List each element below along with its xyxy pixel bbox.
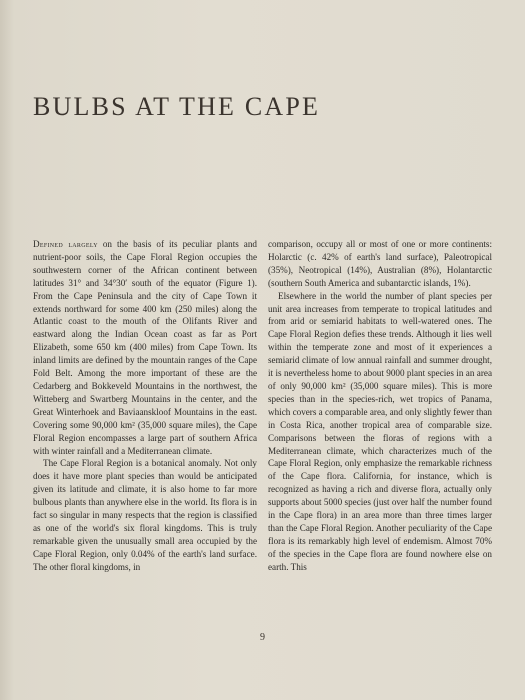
page-number: 9 [260,632,265,643]
paragraph: The Cape Floral Region is a botanical anomaly. Not only does it have more plant species than would be anticipated given its latitude and climate, it is also home to far more bulbous plants than anywhere else in the world. Its flora is in fact so singular in many respects that the region is classified as one of the world's six floral kingdoms. This is truly remarkable given the unusually small area occupied by the Cape Floral Region, only 0.04% of the earth's land surface. The other floral kingdoms, in [33,458,257,572]
paragraph: comparison, occupy all or most of one or more continents: Holarctic (c. 42% of earth's land surface), Paleotropical (35%), Neotropical (14%), Australian (8%), Holantarctic (southern South America and subantarctic islands, 1%). [268,239,492,288]
paragraph: Elsewhere in the world the number of plant species per unit area increases from temperate to tropical latitudes and from arid or semiarid habitats to well-watered ones. The Cape Floral Region defies these trends. Although it lies well within the temperate zone and most of it experiences a semiarid climate of low annual rainfall and summer drought, it is nevertheless home to about 9000 plant species in an area of only 90,000 km² (35,000 square miles). This is more species than in the species-rich, wet tropics of Panama, which covers a comparable area, and only slightly fewer than in Costa Rica, another tropical area of comparable size. Comparisons between the floras of regions with a Mediterranean climate, which characterizes much of the Cape Floral Region, only emphasize the remarkable richness of the Cape flora. California, for instance, which is recognized as having a rich and diverse flora, actually only supports about 5000 species (just over half the number found in the Cape flora) in an area more than three times larger than the Cape Floral Region. Another peculiarity of the Cape flora is its remarkably high level of endemism. Almost 70% of the species in the Cape flora are found nowhere else on earth. This [268,290,492,572]
chapter-title: BULBS AT THE CAPE [33,92,321,121]
left-column [33,238,257,574]
paragraph-text: on the basis of its peculiar plants and nutrient-poor soils, the Cape Floral Region occupies the southwestern corner of the African continent between latitudes 31° and 34°30′ south of the equator (Figure 1). From the Cape Peninsula and the city of Cape Town it extends northward for some 400 km (250 miles) along the Atlantic coast to the mouth of the Olifants River and eastward along the Indian Ocean coast as far as Port Elizabeth, some 650 km (400 miles) from Cape Town. Its inland limits are defined by the mountain ranges of the Cape Fold Belt. Among the more important of these are the Cedarberg and Bokkeveld Mountains in the northwest, the Witteberg and Swartberg Mountains in the center, and the Great Winterhoek and Baviaanskloof Mountains in the east. Covering some 90,000 km² (35,000 square miles), the Cape Floral Region encompasses a large part of southern Africa with winter rainfall and a Mediterranean climate. [33,239,257,456]
right-column [268,238,492,574]
paragraph [33,238,257,457]
lead-in-small-caps: Defined largely [33,239,98,249]
